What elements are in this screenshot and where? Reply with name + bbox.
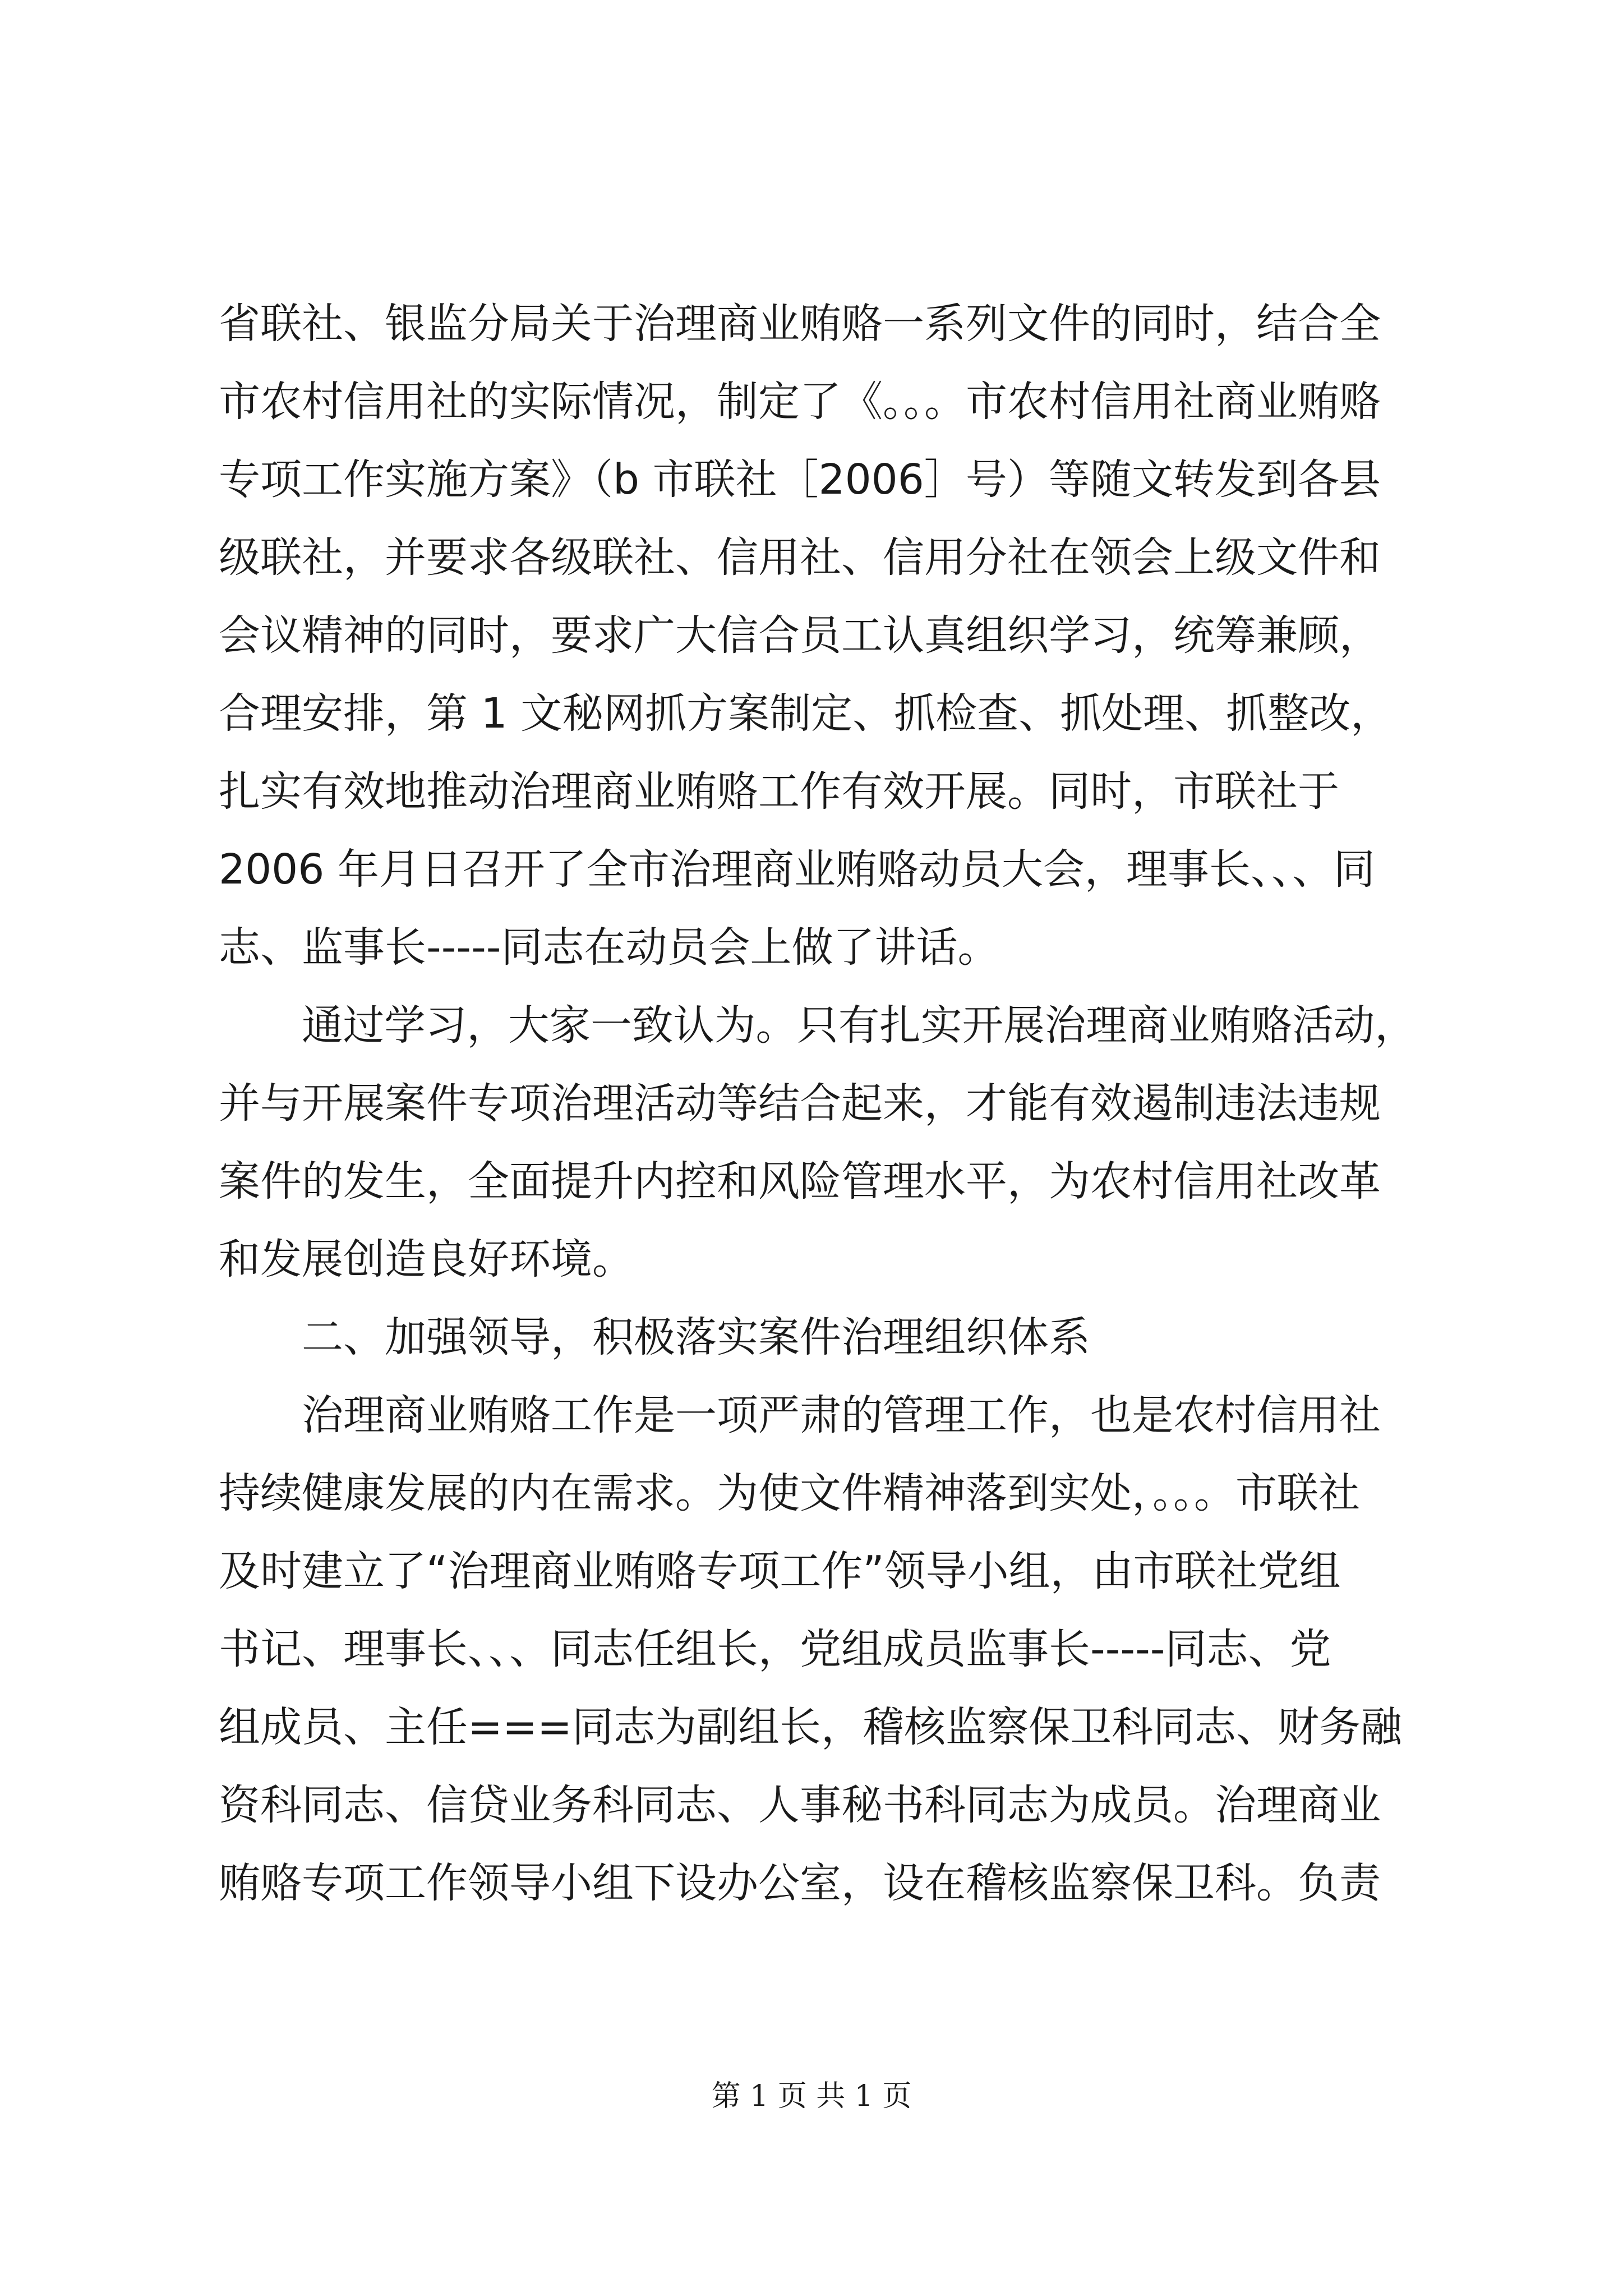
text-line: 并与开展案件专项治理活动等结合起来，才能有效遏制违法违规 xyxy=(219,1079,1381,1128)
text-line: 通过学习，大家一致认为。只有扎实开展治理商业贿赂活动， xyxy=(302,1001,1416,1050)
text-line: 市农村信用社的实际情况，制定了《。。。市农村信用社商业贿赂 xyxy=(219,378,1381,426)
text-line: 级联社，并要求各级联社、信用社、信用分社在领会上级文件和 xyxy=(219,533,1381,582)
text-line: 专项工作实施方案》（b 市联社［2006］号）等随文转发到各县 xyxy=(219,455,1381,504)
text-line: 合理安排，第 1 文秘网抓方案制定、抓检查、抓处理、抓整改， xyxy=(219,689,1393,738)
text-line: 二、加强领导，积极落实案件治理组织体系 xyxy=(302,1313,1090,1361)
text-line: 案件的发生，全面提升内控和风险管理水平，为农村信用社改革 xyxy=(219,1157,1381,1205)
text-line: 扎实有效地推动治理商业贿赂工作有效开展。同时，市联社于 xyxy=(219,767,1339,816)
text-line: 持续健康发展的内在需求。为使文件精神落到实处，。。。市联社 xyxy=(219,1469,1360,1517)
text-line: 书记、理事长、、、同志任组长，党组成员监事长-----同志、党 xyxy=(219,1625,1331,1673)
text-line: 资科同志、信贷业务科同志、人事秘书科同志为成员。治理商业 xyxy=(219,1781,1381,1829)
text-line: 2006 年月日召开了全市治理商业贿赂动员大会，理事长、、、同 xyxy=(219,845,1375,894)
page-number-footer: 第 1 页 共 1 页 xyxy=(711,2079,912,2113)
text-line: 及时建立了“治理商业贿赂专项工作”领导小组，由市联社党组 xyxy=(219,1547,1341,1595)
text-line: 省联社、银监分局关于治理商业贿赂一系列文件的同时，结合全 xyxy=(219,300,1381,348)
text-line: 组成员、主任===同志为副组长，稽核监察保卫科同志、财务融 xyxy=(219,1703,1403,1751)
text-line: 治理商业贿赂工作是一项严肃的管理工作，也是农村信用社 xyxy=(302,1391,1381,1439)
text-line: 会议精神的同时，要求广大信合员工认真组织学习，统筹兼顾， xyxy=(219,611,1381,660)
text-line: 和发展创造良好环境。 xyxy=(219,1235,634,1283)
text-line: 贿赂专项工作领导小组下设办公室，设在稽核监察保卫科。负责 xyxy=(219,1859,1381,1907)
body-text xyxy=(219,285,1416,1922)
text-line: 志、监事长-----同志在动员会上做了讲话。 xyxy=(219,923,999,972)
